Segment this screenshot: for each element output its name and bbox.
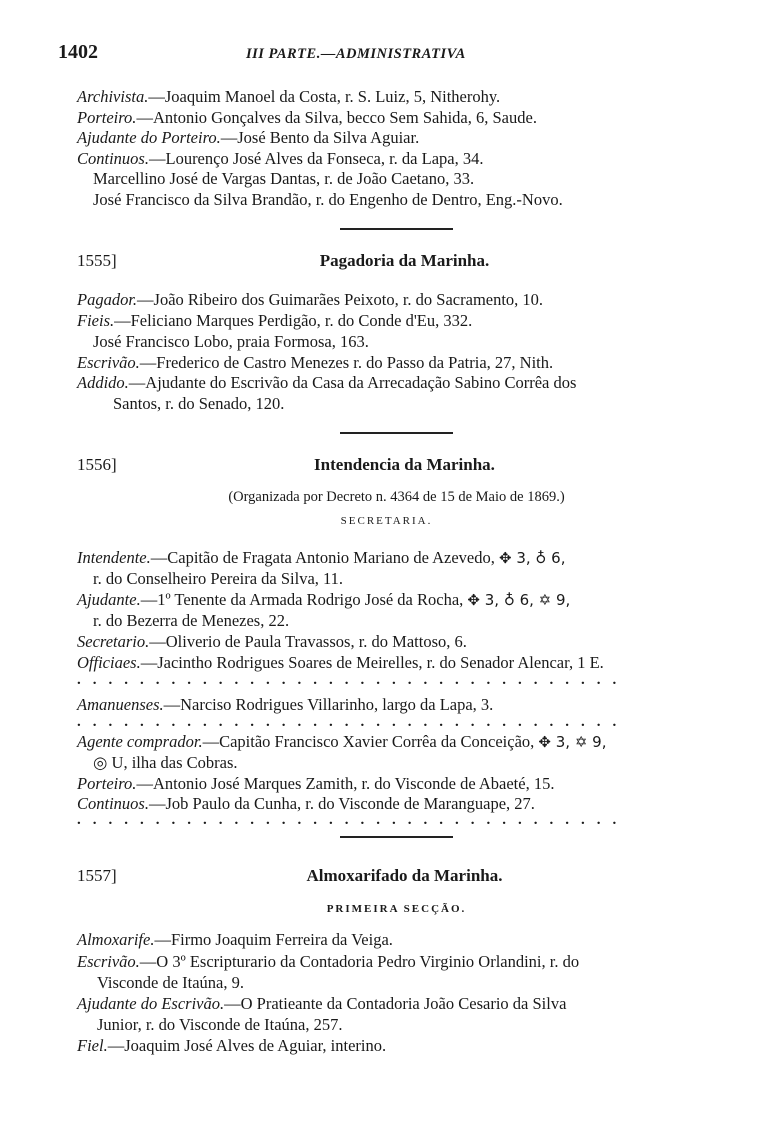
entry-text: —Feliciano Marques Perdigão, r. do Conde d'Eu, 332. <box>114 311 473 330</box>
entry-label: Intendente. <box>77 548 151 567</box>
entry-fiel-2: José Francisco Lobo, praia Formosa, 163. <box>93 332 369 351</box>
entry-text: —O Pratieante da Contadoria João Cesario da Silva <box>224 994 567 1013</box>
entry-agente-cont: ◎ U, ilha das Cobras. <box>93 753 238 772</box>
entry-ajudante-porteiro <box>77 127 419 148</box>
section-divider <box>340 836 453 838</box>
running-title: III PARTE.—ADMINISTRATIVA <box>246 46 466 62</box>
section-title: Pagadoria da Marinha. <box>319 251 490 270</box>
entry-label: Continuos. <box>77 149 149 168</box>
page-number: 1402 <box>58 41 98 63</box>
section-number: 1555] <box>77 251 117 270</box>
entry-label: Almoxarife. <box>77 930 155 949</box>
entry-text: —Joaquim José Alves de Aguiar, interino. <box>107 1036 387 1055</box>
entry-secretario <box>77 631 467 652</box>
entry-text: —Oliverio de Paula Travassos, r. do Mattoso, 6. <box>149 632 467 651</box>
section-number: 1556] <box>77 455 117 474</box>
entry-label: Archivista. <box>77 87 149 106</box>
decoration-icons: ✥ 3, ♁ 6, <box>499 549 566 567</box>
entry-continuo-3: José Francisco da Silva Brandão, r. do Engenho de Dentro, Eng.-Novo. <box>93 190 563 209</box>
section-subtitle: (Organizada por Decreto n. 4364 de 15 de Maio de 1869.) <box>228 489 565 505</box>
entry-text: —Capitão Francisco Xavier Corrêa da Conceição, <box>202 732 535 751</box>
leader-dots: ................................... <box>77 672 629 688</box>
entry-ajudante-escrivao-cont: Junior, r. do Visconde de Itaúna, 257. <box>97 1015 343 1034</box>
entry-text: —Jacintho Rodrigues Soares de Meirelles, r. do Senador Alencar, 1 E. <box>140 653 604 672</box>
entry-label: Escrivão. <box>77 952 140 971</box>
entry-continuo-2: Marcellino José de Vargas Dantas, r. de João Caetano, 33. <box>93 169 475 188</box>
subsection-title: PRIMEIRA SECÇÃO. <box>326 903 467 915</box>
entry-text: —Lourenço José Alves da Fonseca, r. da Lapa, 34. <box>148 149 484 168</box>
entry-continuos <box>77 148 483 169</box>
entry-porteiro-intendencia <box>77 773 554 794</box>
entry-text: —Narciso Rodrigues Villarinho, largo da Lapa, 3. <box>163 695 494 714</box>
section-title: Intendencia da Marinha. <box>314 455 495 474</box>
entry-amanuenses <box>77 694 493 715</box>
entry-pagador <box>77 289 543 310</box>
entry-escrivao <box>77 352 553 373</box>
entry-text: —Antonio José Marques Zamith, r. do Visconde de Abaeté, 15. <box>136 774 555 793</box>
section-title: Almoxarifado da Marinha. <box>306 866 503 885</box>
entry-ajudante-cont: r. do Bezerra de Menezes, 22. <box>93 611 290 630</box>
entry-porteiro <box>77 107 537 128</box>
entry-text: —Frederico de Castro Menezes r. do Passo da Patria, 27, Nith. <box>139 353 554 372</box>
entry-text: —José Bento da Silva Aguiar. <box>220 128 420 147</box>
entry-label: Fieis. <box>77 311 115 330</box>
leader-dots: ................................... <box>77 812 629 828</box>
entry-label: Amanuenses. <box>77 695 164 714</box>
section-number: 1557] <box>77 866 117 885</box>
entry-almoxarife <box>77 929 393 950</box>
entry-text: —Job Paulo da Cunha, r. do Visconde de Maranguape, 27. <box>148 794 535 813</box>
entry-label: Fiel. <box>77 1036 108 1055</box>
subsection-title: SECRETARIA. <box>340 515 433 527</box>
entry-text: —Capitão de Fragata Antonio Mariano de Azevedo, <box>150 548 495 567</box>
entry-addido-cont: Santos, r. do Senado, 120. <box>113 394 285 413</box>
entry-addido <box>77 372 576 393</box>
decoration-icons: ✥ 3, ✡ 9, <box>538 733 607 751</box>
entry-text: —O 3º Escripturario da Contadoria Pedro Virginio Orlandini, r. do <box>139 952 580 971</box>
entry-text: —Ajudante do Escrivão da Casa da Arrecadação Sabino Corrêa dos <box>128 373 577 392</box>
entry-text: —Firmo Joaquim Ferreira da Veiga. <box>154 930 393 949</box>
section-divider <box>340 228 453 230</box>
entry-label: Porteiro. <box>77 108 137 127</box>
entry-text: —Antonio Gonçalves da Silva, becco Sem Sahida, 6, Saude. <box>136 108 537 127</box>
entry-text: —1º Tenente da Armada Rodrigo José da Rocha, <box>140 590 464 609</box>
entry-label: Ajudante do Escrivão. <box>77 994 225 1013</box>
entry-agente-comprador <box>77 731 607 753</box>
entry-label: Escrivão. <box>77 353 140 372</box>
entry-intendente-cont: r. do Conselheiro Pereira da Silva, 11. <box>93 569 344 588</box>
entry-label: Agente comprador. <box>77 732 203 751</box>
entry-fieis <box>77 310 472 331</box>
decoration-icons: ✥ 3, ♁ 6, ✡ 9, <box>467 591 571 609</box>
entry-escrivao-almox <box>77 951 579 972</box>
leader-dots: ................................... <box>77 714 629 730</box>
entry-label: Pagador. <box>77 290 138 309</box>
entry-ajudante <box>77 589 570 611</box>
entry-label: Ajudante do Porteiro. <box>77 128 221 147</box>
entry-text: —Joaquim Manoel da Costa, r. S. Luiz, 5, Nitherohy. <box>148 87 501 106</box>
entry-label: Ajudante. <box>77 590 141 609</box>
entry-intendente <box>77 547 566 569</box>
entry-ajudante-escrivao <box>77 993 566 1014</box>
entry-text: —João Ribeiro dos Guimarães Peixoto, r. do Sacramento, 10. <box>137 290 544 309</box>
entry-label: Porteiro. <box>77 774 137 793</box>
entry-fiel <box>77 1035 386 1056</box>
section-divider <box>340 432 453 434</box>
entry-continuos-intendencia <box>77 793 535 814</box>
entry-escrivao-cont: Visconde de Itaúna, 9. <box>97 973 245 992</box>
entry-officiaes <box>77 652 604 673</box>
entry-label: Secretario. <box>77 632 150 651</box>
entry-label: Officiaes. <box>77 653 141 672</box>
entry-label: Addido. <box>77 373 129 392</box>
entry-archivista <box>77 86 500 107</box>
entry-label: Continuos. <box>77 794 149 813</box>
